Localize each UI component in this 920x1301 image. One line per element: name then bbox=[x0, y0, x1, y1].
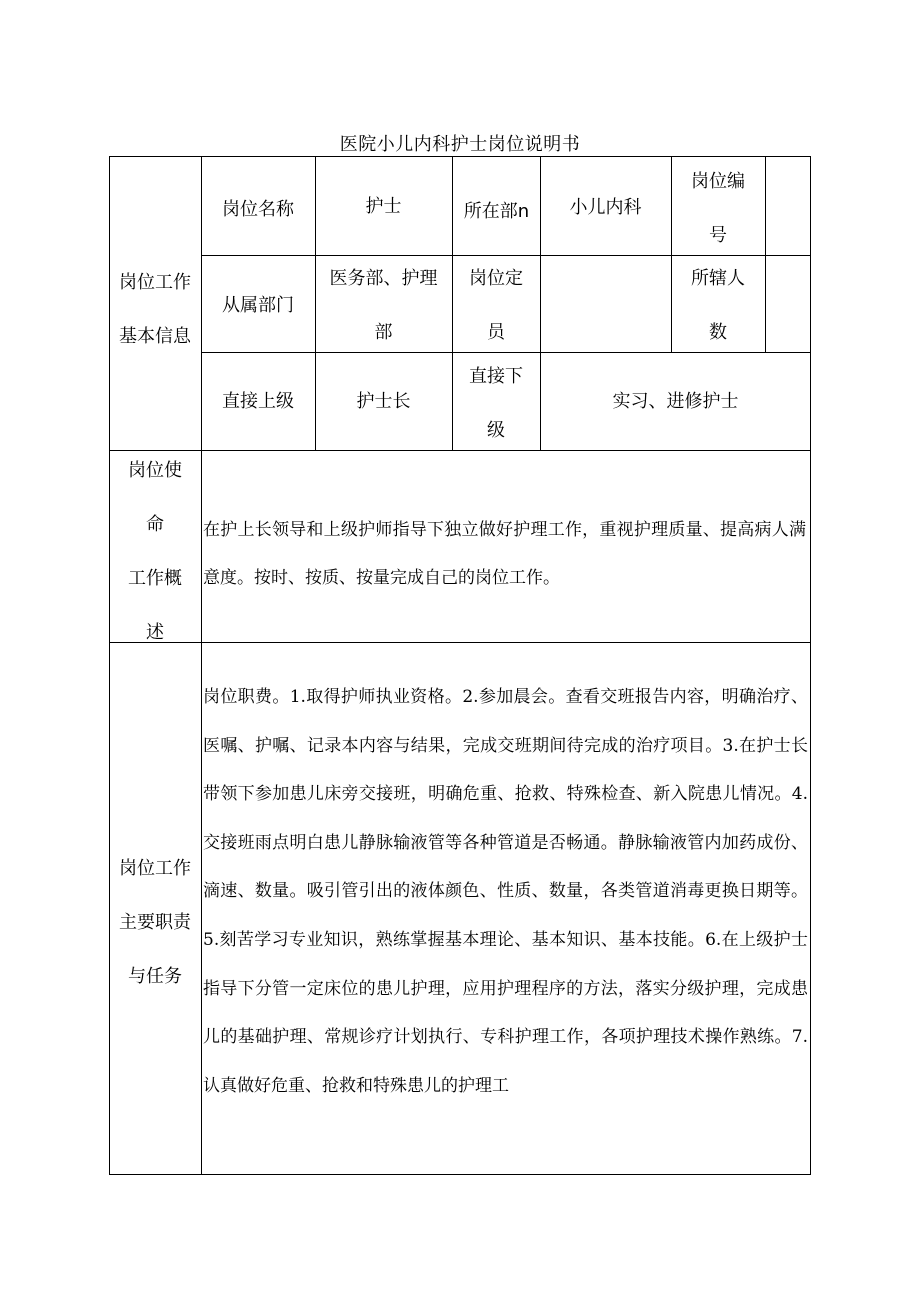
position-no-label: 岗位编 号 bbox=[691, 171, 745, 246]
department-label: 所在部n bbox=[463, 201, 530, 222]
direct-subordinate-label: 直接下 级 bbox=[469, 366, 523, 441]
staff-quota-label: 岗位定 员 bbox=[469, 268, 523, 343]
mission-label: 岗位使 命 工作概 述 bbox=[128, 460, 182, 643]
direct-superior-label: 直接上级 bbox=[222, 391, 294, 412]
affiliated-dept-value: 医务部、护理 部 bbox=[329, 268, 438, 343]
basic-info-section-label: 岗位工作 基本信息 bbox=[119, 272, 191, 347]
table-border-right bbox=[810, 156, 811, 1175]
document-title: 医院小儿内科护士岗位说明书 bbox=[339, 134, 581, 155]
duties-text: 岗位职费。1.取得护师执业资格。2.参加晨会。查看交班报告内容，明确治疗、医嘱、护嘱、记录本内容与结果，完成交班期间待完成的治疗项目。3.在护士长带领下参加患儿床旁交接班，明确危重、抢救、特殊检查、新入院患儿情况。4.交接班雨点明白患儿静脉输液管等各种管道是否畅通。静脉输液管内加药成份、滴速、数量。吸引管引出的液体颜色、性质、数量，各类管道消毒更换日期等。5.刻苦学习专业知识，熟练掌握基本理论、基本知识、基本技能。6.在上级护士指导下分管一定床位的患儿护理，应用护理程序的方法，落实分级护理，完成患儿的基础护理、常规诊疗计划执行、专科护理工作，各项护理技术操作熟练。7.认真做好危重、抢救和特殊患儿的护理工 bbox=[203, 687, 808, 1096]
position-name-value: 护士 bbox=[365, 196, 402, 217]
duties-label: 岗位工作 主要职责 与任务 bbox=[119, 858, 191, 987]
position-name-label: 岗位名称 bbox=[222, 199, 294, 220]
col-divider bbox=[765, 156, 766, 352]
affiliated-dept-label: 从属部门 bbox=[222, 295, 294, 316]
mission-text: 在护上长领导和上级护师指导下独立做好护理工作，重视护理质量、提高病人满意度。按时、按质、按量完成自己的岗位工作。 bbox=[203, 520, 806, 588]
department-value: 小儿内科 bbox=[569, 197, 642, 218]
section-divider bbox=[109, 642, 811, 643]
table-border-bottom bbox=[109, 1174, 811, 1175]
direct-subordinate-value: 实习、进修护士 bbox=[612, 391, 739, 412]
direct-superior-value: 护士长 bbox=[356, 391, 411, 412]
staff-count-label: 所辖人 数 bbox=[691, 268, 745, 343]
